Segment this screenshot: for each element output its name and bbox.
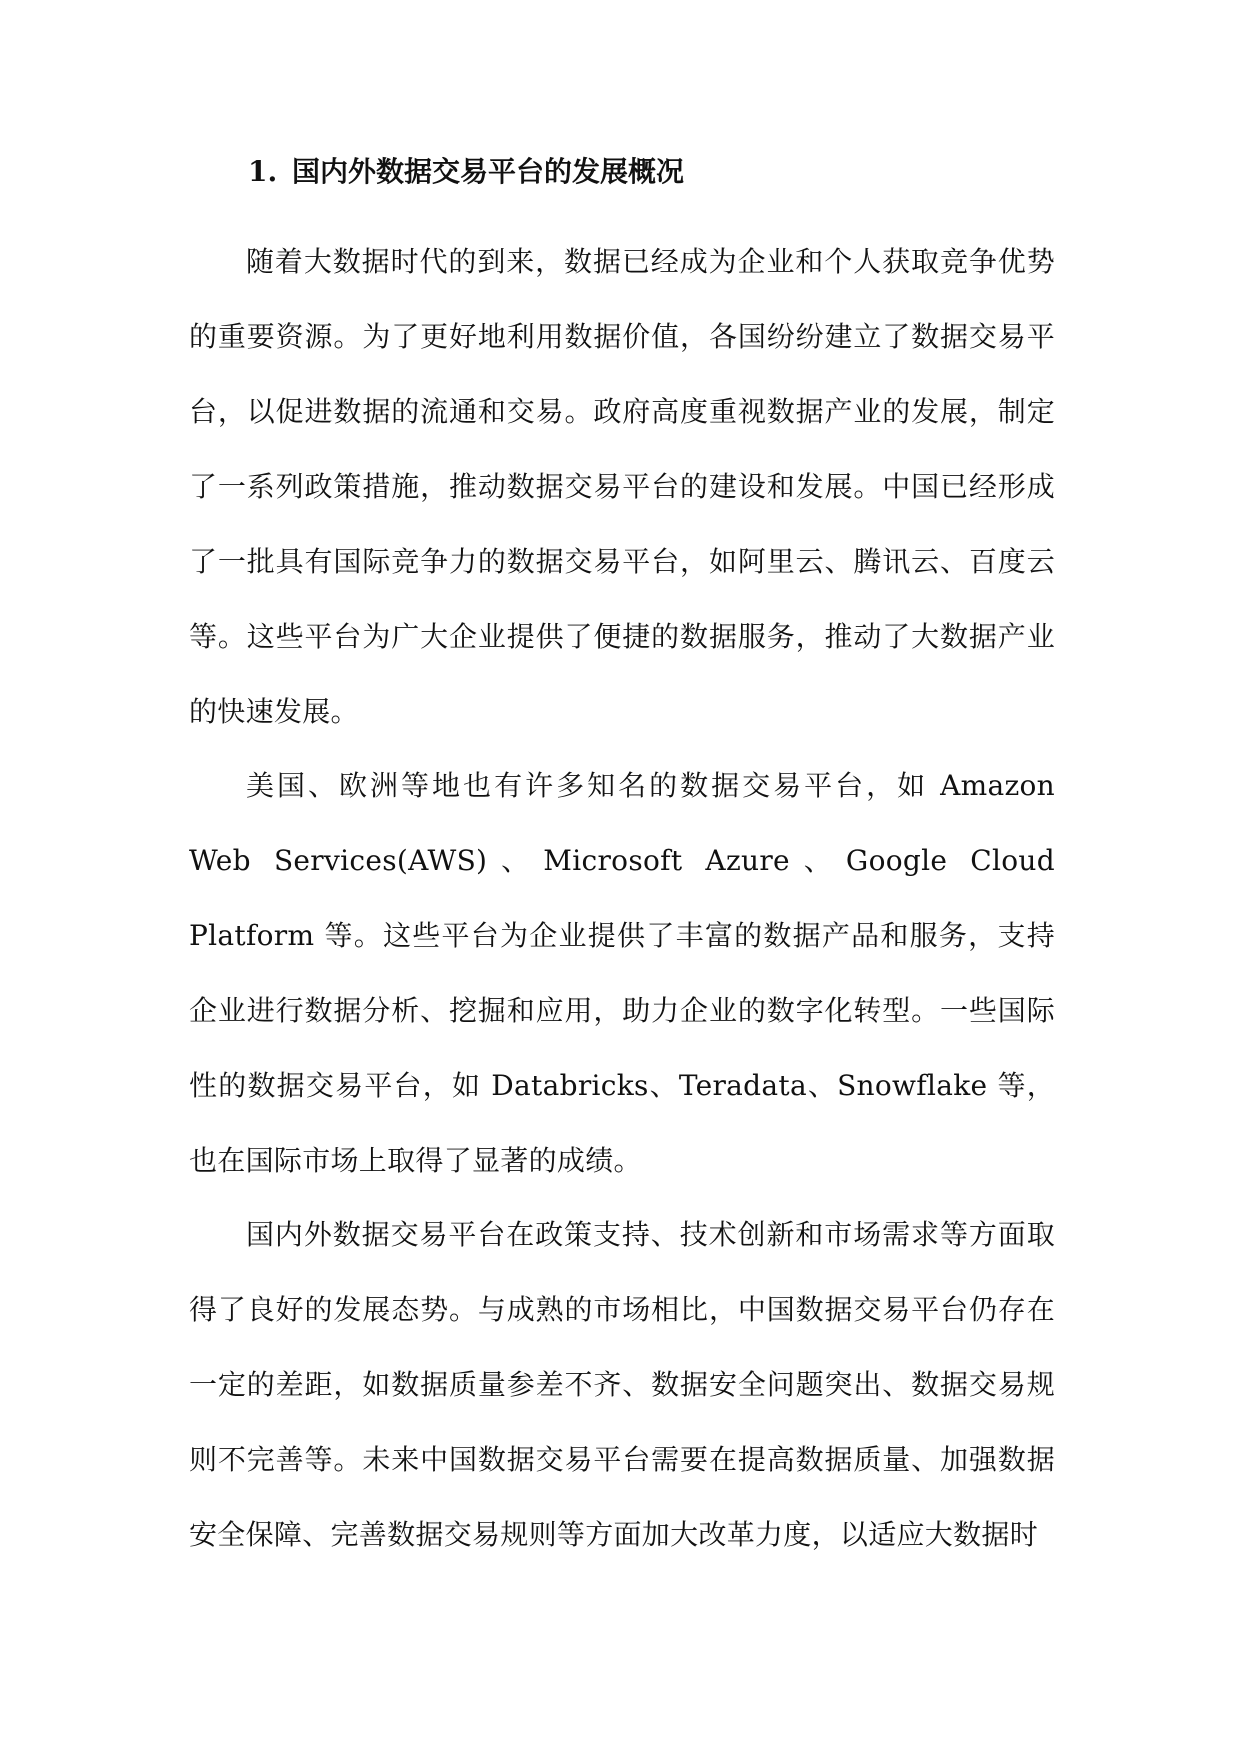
- section-title: 国内外数据交易平台的发展概况: [292, 155, 685, 188]
- section-heading: [248, 148, 684, 196]
- section-number: 1.: [248, 155, 278, 188]
- paragraph-comparison: 国内外数据交易平台在政策支持、技术创新和市场需求等方面取得了良好的发展态势。与成熟的市场相比，中国数据交易平台仍存在一定的差距，如数据质量参差不齐、数据安全问题突出、数据交易规则不完善等。未来中国数据交易平台需要在提高数据质量、加强数据安全保障、完善数据交易规则等方面加大改革力度，以适应大数据时: [189, 1218, 1055, 1551]
- paragraph-domestic-platforms: 随着大数据时代的到来，数据已经成为企业和个人获取竞争优势的重要资源。为了更好地利用数据价值，各国纷纷建立了数据交易平台，以促进数据的流通和交易。政府高度重视数据产业的发展，制定了一系列政策措施，推动数据交易平台的建设和发展。中国已经形成了一批具有国际竞争力的数据交易平台，如阿里云、腾讯云、百度云等。这些平台为广大企业提供了便捷的数据服务，推动了大数据产业的快速发展。: [189, 245, 1055, 728]
- paragraph-international-platforms: 美国、欧洲等地也有许多知名的数据交易平台，如 Amazon Web Services(AWS)、Microsoft Azure、Google Cloud Platform 等。这些平台为企业提供了丰富的数据产品和服务，支持企业进行数据分析、挖掘和应用，助力企业的数字化转型。一些国际性的数据交易平台，如 Databricks、Teradata、Snowflake 等，也在国际市场上取得了显著的成绩。: [189, 769, 1055, 1177]
